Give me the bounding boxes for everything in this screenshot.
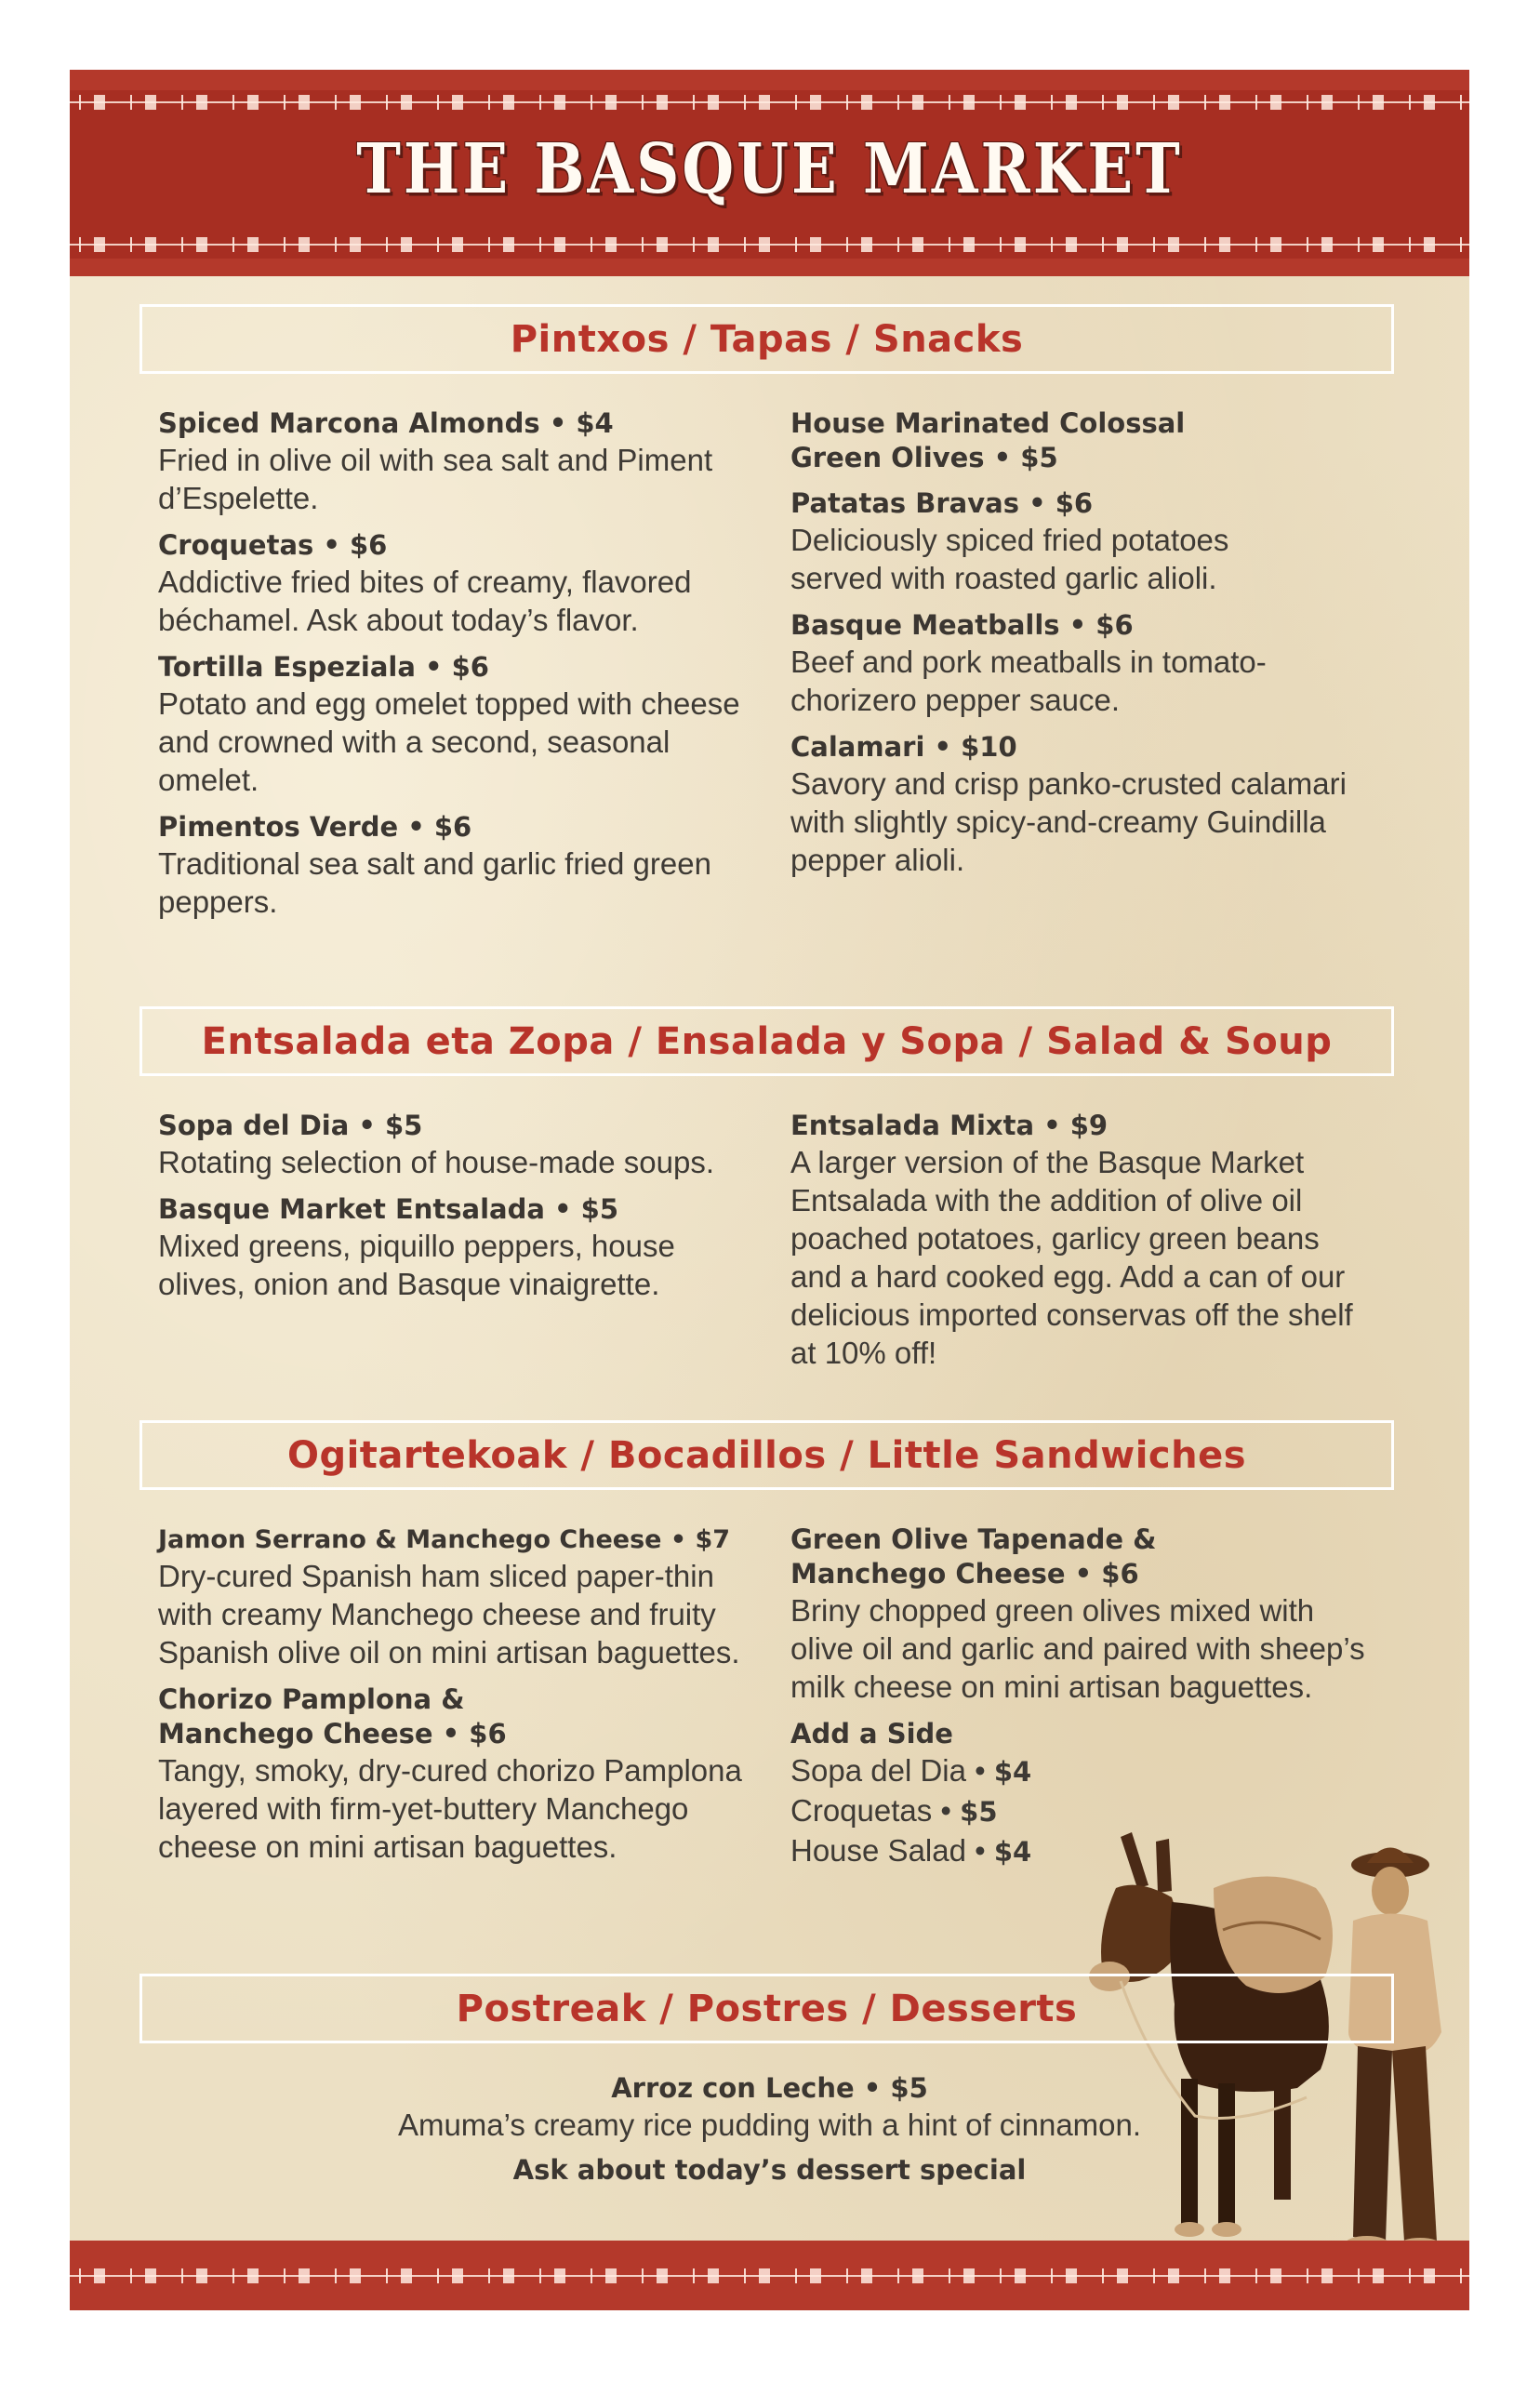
item-name: Sopa del Dia • $5: [158, 1110, 423, 1141]
item-name: Chorizo Pamplona & Manchego Cheese • $6: [158, 1683, 507, 1749]
menu-item: [158, 1192, 753, 1303]
side-item-name: House Salad •: [790, 1833, 986, 1868]
item-description: A larger version of the Basque Market Entsalada with the addition of olive oil poached potatoes, garlicy green beans and a hard cooked egg. Add a can of our delicious imported conservas off the shelf at 10% off!: [790, 1145, 1353, 1370]
side-item: [790, 1751, 1386, 1791]
section-title: Postreak / Postres / Desserts: [456, 1987, 1078, 2030]
item-description: Tangy, smoky, dry-cured chorizo Pamplona layered with firm-yet-buttery Manchego cheese on mini artisan baguettes.: [158, 1753, 742, 1864]
item-description: Beef and pork meatballs in tomato-chorizero pepper sauce.: [790, 645, 1267, 717]
menu-item: [790, 1109, 1386, 1372]
dessert-block: [70, 2071, 1469, 2188]
menu-page: [70, 70, 1469, 2310]
item-description: Potato and egg omelet topped with cheese and crowned with a second, seasonal omelet.: [158, 686, 740, 797]
item-description: Deliciously spiced fried potatoes served with roasted garlic alioli.: [790, 523, 1229, 595]
item-name: Jamon Serrano & Manchego Cheese • $7: [158, 1525, 731, 1554]
item-description: Savory and crisp panko-crusted calamari with slightly spicy-and-creamy Guindilla pepper alioli.: [790, 766, 1347, 877]
menu-item: [790, 486, 1386, 597]
section-header-sandwiches: [139, 1420, 1394, 1490]
section-header-pintxos: [139, 304, 1394, 374]
item-description: Addictive fried bites of creamy, flavored béchamel. Ask about today’s flavor.: [158, 565, 692, 637]
item-description: Dry-cured Spanish ham sliced paper-thin with creamy Manchego cheese and fruity Spanish olive oil on mini artisan baguettes.: [158, 1559, 740, 1669]
section-title: Pintxos / Tapas / Snacks: [510, 317, 1024, 361]
section-title: Ogitartekoak / Bocadillos / Little Sandwiches: [286, 1433, 1247, 1477]
item-name: House Marinated Colossal Green Olives • $5: [790, 407, 1186, 473]
item-name: Basque Meatballs • $6: [790, 609, 1134, 641]
menu-item: [158, 406, 753, 517]
menu-item: [790, 730, 1386, 879]
item-name: Spiced Marcona Almonds • $4: [158, 407, 614, 439]
restaurant-title: THE BASQUE MARKET: [356, 129, 1183, 210]
item-description: Mixed greens, piquillo peppers, house olives, onion and Basque vinaigrette.: [158, 1229, 675, 1301]
pintxos-right-column: [790, 406, 1386, 890]
side-item-name: Sopa del Dia •: [790, 1753, 986, 1788]
item-name: Pimentos Verde • $6: [158, 811, 472, 843]
section-header-salad-soup: [139, 1006, 1394, 1076]
item-description: Rotating selection of house-made soups.: [158, 1145, 715, 1179]
ornament-border-top-icon: [70, 95, 1469, 110]
header-band: [70, 70, 1469, 276]
item-name: Tortilla Espeziala • $6: [158, 651, 489, 683]
item-name: Entsalada Mixta • $9: [790, 1110, 1109, 1141]
footer-band: [70, 2241, 1469, 2310]
pintxos-left-column: [158, 406, 753, 932]
item-name: Patatas Bravas • $6: [790, 487, 1094, 519]
side-item-price: $4: [993, 1756, 1032, 1788]
section-header-desserts: [139, 1974, 1394, 2043]
add-side-heading: Add a Side: [790, 1718, 953, 1749]
salad-left-column: [158, 1109, 753, 1314]
side-item-price: $4: [993, 1836, 1032, 1868]
menu-item: [158, 1683, 753, 1866]
dessert-item-name: Arroz con Leche • $5: [611, 2072, 928, 2104]
salad-right-column: [790, 1109, 1386, 1383]
item-name: Croquetas • $6: [158, 529, 388, 561]
item-name: Green Olive Tapenade & Manchego Cheese • $6: [790, 1523, 1157, 1590]
ornament-border-footer-icon: [70, 2268, 1469, 2283]
menu-item: [158, 528, 753, 639]
item-name: Basque Market Entsalada • $5: [158, 1193, 619, 1225]
dessert-special-note: Ask about today’s dessert special: [512, 2154, 1027, 2186]
item-description: Fried in olive oil with sea salt and Piment d’Espelette.: [158, 443, 713, 515]
menu-item: [158, 1109, 753, 1181]
menu-item: [790, 406, 1200, 475]
item-name: Calamari • $10: [790, 731, 1017, 763]
ornament-border-bottom-icon: [70, 237, 1469, 252]
menu-item: [158, 650, 753, 799]
menu-item: [158, 810, 753, 921]
menu-item: [790, 1523, 1386, 1706]
side-item-price: $5: [960, 1796, 998, 1828]
section-title: Entsalada eta Zopa / Ensalada y Sopa / Salad & Soup: [201, 1019, 1333, 1063]
side-item-name: Croquetas •: [790, 1793, 951, 1828]
menu-item: [790, 608, 1386, 719]
dessert-item-description: Amuma’s creamy rice pudding with a hint of cinnamon.: [397, 2108, 1142, 2142]
sandwiches-left-column: [158, 1523, 753, 1877]
item-description: Traditional sea salt and garlic fried green peppers.: [158, 846, 711, 919]
item-description: Briny chopped green olives mixed with olive oil and garlic and paired with sheep’s milk cheese on mini artisan baguettes.: [790, 1593, 1365, 1704]
menu-item: [158, 1523, 753, 1671]
